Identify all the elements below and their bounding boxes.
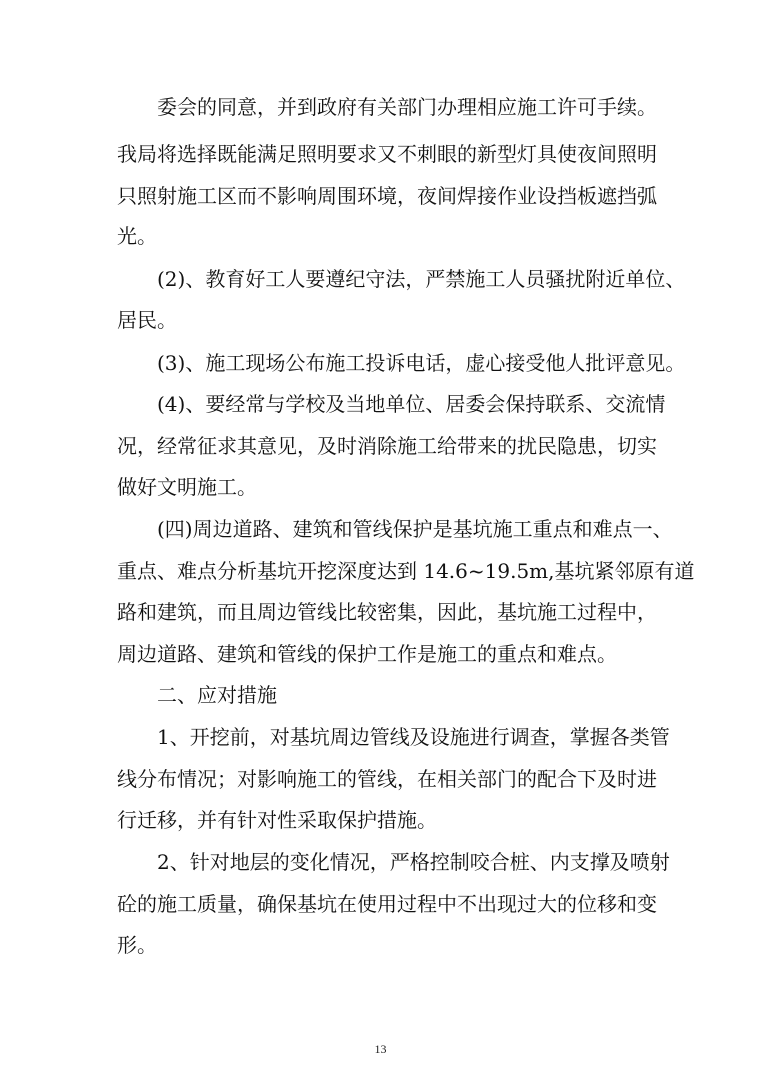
body-line: 居民。 <box>117 308 177 332</box>
body-line: 周边道路、建筑和管线的保护工作是施工的重点和难点。 <box>117 642 617 666</box>
body-line: 形。 <box>117 933 157 957</box>
body-line: 只照射施工区而不影响周围环境，夜间焊接作业设挡板遮挡弧 <box>117 184 657 208</box>
body-line: 行迁移，并有针对性采取保护措施。 <box>117 808 437 832</box>
section-heading: 二、应对措施 <box>157 683 277 707</box>
body-line: (3)、施工现场公布施工投诉电话，虚心接受他人批评意见。 <box>157 351 686 375</box>
body-line: (2)、教育好工人要遵纪守法，严禁施工人员骚扰附近单位、 <box>157 267 686 291</box>
body-line: 重点、难点分析基坑开挖深度达到 14.6~19.5m,基坑紧邻原有道 <box>117 559 695 583</box>
body-line: (四)周边道路、建筑和管线保护是基坑施工重点和难点一、 <box>157 517 673 541</box>
body-line: 路和建筑，而且周边管线比较密集，因此，基坑施工过程中， <box>117 600 657 624</box>
body-line: 光。 <box>117 224 157 248</box>
body-line: 我局将选择既能满足照明要求又不刺眼的新型灯具使夜间照明 <box>117 142 657 166</box>
body-line: (4)、要经常与学校及当地单位、居委会保持联系、交流情 <box>157 392 666 416</box>
body-line: 1、开挖前，对基坑周边管线及设施进行调查，掌握各类管 <box>157 725 670 749</box>
body-line: 2、针对地层的变化情况，严格控制咬合桩、内支撑及喷射 <box>157 850 670 874</box>
body-line: 线分布情况；对影响施工的管线，在相关部门的配合下及时进 <box>117 767 657 791</box>
page-number: 13 <box>374 1042 387 1056</box>
body-line: 砼的施工质量，确保基坑在使用过程中不出现过大的位移和变 <box>117 892 657 916</box>
body-line: 况，经常征求其意见，及时消除施工给带来的扰民隐患，切实 <box>117 434 657 458</box>
body-line: 做好文明施工。 <box>117 475 257 499</box>
body-line: 委会的同意，并到政府有关部门办理相应施工许可手续。 <box>157 95 657 119</box>
